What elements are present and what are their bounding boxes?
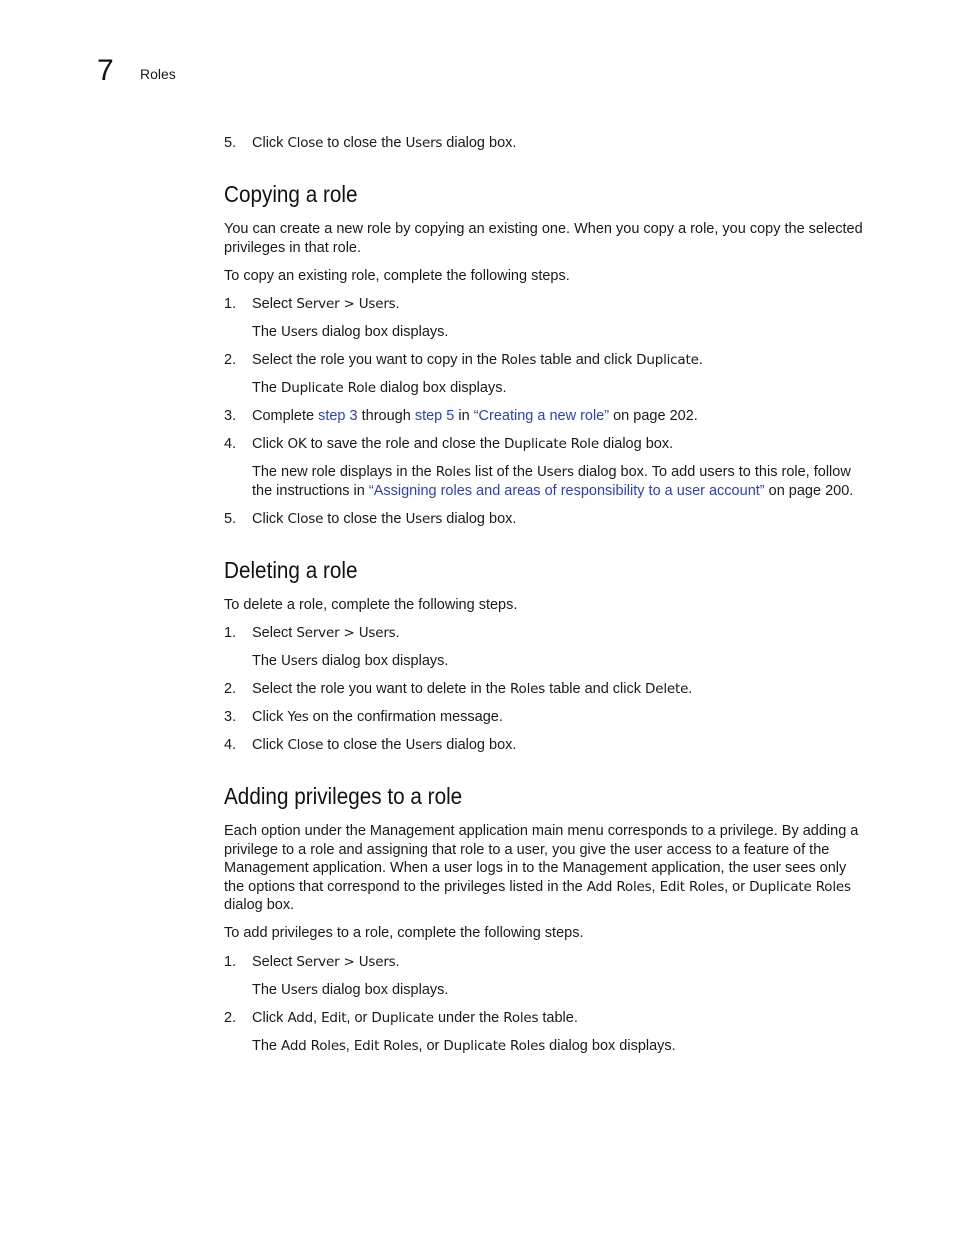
step-number: 4. — [224, 737, 237, 753]
step-text: Click Close to close the Users dialog box. — [252, 737, 517, 753]
step-text: Click Close to close the Users dialog box. — [252, 135, 517, 151]
step-result-text: The Add Roles, Edit Roles, or Duplicate Roles dialog box displays. — [252, 1038, 676, 1054]
copy-steps-intro: To copy an existing role, complete the following steps. — [224, 268, 570, 284]
link-creating-a-new-role[interactable]: “Creating a new role” — [473, 408, 610, 424]
step-number: 3. — [224, 408, 237, 424]
step-text: Click Add, Edit, or Duplicate under the Roles table. — [252, 1010, 578, 1026]
step-result-text: The Users dialog box displays. — [252, 653, 449, 669]
step-number: 4. — [224, 436, 237, 452]
step-text: Select the role you want to delete in the Roles table and click Delete. — [252, 681, 693, 697]
step-text: Select Server > Users. — [252, 954, 400, 970]
step-text: Select Server > Users. — [252, 625, 400, 641]
step-number: 2. — [224, 352, 237, 368]
step-text: Select the role you want to copy in the Roles table and click Duplicate. — [252, 352, 703, 368]
heading-adding-privileges: Adding privileges to a role — [224, 783, 463, 809]
step-number: 1. — [224, 625, 237, 641]
step-result-text: the instructions in “Assigning roles and areas of responsibility to a user account” on page 200. — [252, 483, 854, 499]
step-result-text: The Duplicate Role dialog box displays. — [252, 380, 507, 396]
add-paragraph-line-4: the options that correspond to the privileges listed in the Add Roles, Edit Roles, or Duplicate Roles — [224, 879, 851, 895]
heading-copying-a-role: Copying a role — [224, 181, 358, 207]
link-assigning-roles[interactable]: “Assigning roles and areas of responsibility to a user account” — [368, 483, 765, 499]
step-number: 5. — [224, 511, 237, 527]
copy-intro-paragraph: You can create a new role by copying an existing one. When you copy a role, you copy the selected privileges in that role. — [224, 221, 863, 256]
step-number: 1. — [224, 954, 237, 970]
step-text: Click OK to save the role and close the Duplicate Role dialog box. — [252, 436, 674, 452]
add-paragraph-line-5: dialog box. — [224, 897, 295, 913]
step-number: 2. — [224, 1010, 237, 1026]
chapter-number: 7 — [97, 54, 114, 87]
step-number: 2. — [224, 681, 237, 697]
chapter-title: Roles — [140, 66, 176, 82]
step-text: Complete step 3 through step 5 in “Creating a new role” on page 202. — [252, 408, 698, 424]
add-steps-intro: To add privileges to a role, complete the following steps. — [224, 925, 584, 941]
add-paragraph-line-3: Management application. When a user logs in to the Management application, the user sees only — [224, 860, 847, 876]
link-step-5[interactable]: step 5 — [414, 408, 455, 424]
step-number: 1. — [224, 296, 237, 312]
step-number: 5. — [224, 135, 237, 151]
link-step-3[interactable]: step 3 — [318, 408, 358, 424]
add-paragraph-line-1: Each option under the Management application main menu corresponds to a privilege. By adding a — [224, 823, 859, 839]
step-number: 3. — [224, 709, 237, 725]
delete-steps-intro: To delete a role, complete the following steps. — [224, 597, 518, 613]
step-result-text: The new role displays in the Roles list of the Users dialog box. To add users to this role, follow — [252, 464, 851, 480]
step-result-text: The Users dialog box displays. — [252, 982, 449, 998]
step-text: Select Server > Users. — [252, 296, 400, 312]
step-result-text: The Users dialog box displays. — [252, 324, 449, 340]
heading-deleting-a-role: Deleting a role — [224, 557, 358, 583]
step-text: Click Close to close the Users dialog box. — [252, 511, 517, 527]
step-text: Click Yes on the confirmation message. — [252, 709, 503, 725]
add-paragraph-line-2: privilege to a role and assigning that role to a user, you give the user access to a feature of the — [224, 842, 830, 858]
